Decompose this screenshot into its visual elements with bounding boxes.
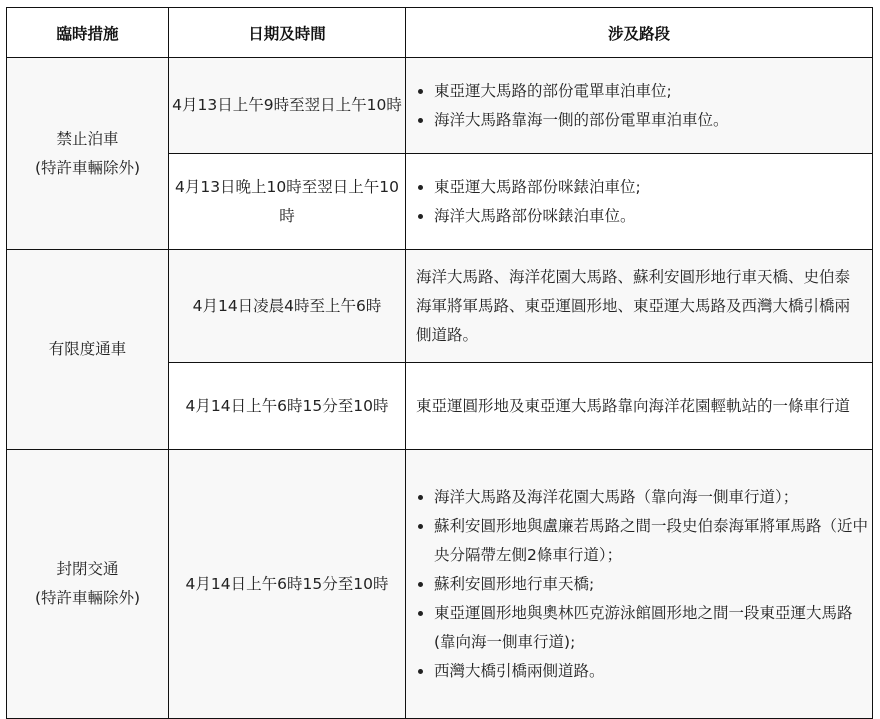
table-row xyxy=(7,250,873,363)
list-item: • 海洋大馬路部份咪錶泊車位。 xyxy=(434,202,872,231)
time-cell: 4月13日晚上10時至翌日上午10時 xyxy=(169,154,406,250)
measure-label: 有限度通車 xyxy=(48,340,127,358)
table-row xyxy=(7,450,873,719)
header-date-time: 日期及時間 xyxy=(169,8,406,58)
roads-cell xyxy=(406,450,873,719)
roads-list xyxy=(406,173,872,231)
list-item: • 海洋大馬路靠海一側的部份電單車泊車位。 xyxy=(434,106,872,135)
roads-cell xyxy=(406,58,873,154)
list-item: • 西灣大橋引橋兩側道路。 xyxy=(434,657,872,686)
roads-cell: 東亞運圓形地及東亞運大馬路靠向海洋花園輕軌站的一條車行道 xyxy=(406,363,873,450)
list-item: • 海洋大馬路及海洋花園大馬路（靠向海一側車行道）； xyxy=(434,483,872,512)
roads-cell: 海洋大馬路、海洋花園大馬路、蘇利安圓形地行車天橋、史伯泰海軍將軍馬路、東亞運圓形地、東亞運大馬路及西灣大橋引橋兩側道路。 xyxy=(406,250,873,363)
measure-cell-no-parking xyxy=(7,58,169,250)
time-cell: 4月14日上午6時15分至10時 xyxy=(169,363,406,450)
roads-list xyxy=(406,77,872,135)
measure-cell-road-closure xyxy=(7,450,169,719)
time-cell: 4月14日凌晨4時至上午6時 xyxy=(169,250,406,363)
header-measure: 臨時措施 xyxy=(7,8,169,58)
header-road-sections: 涉及路段 xyxy=(406,8,873,58)
measure-label: 封閉交通 xyxy=(56,560,119,578)
time-cell: 4月13日上午9時至翌日上午10時 xyxy=(169,58,406,154)
time-cell: 4月14日上午6時15分至10時 xyxy=(169,450,406,719)
list-item: • 蘇利安圓形地行車天橋; xyxy=(434,570,872,599)
measure-note: (特許車輛除外) xyxy=(34,158,141,177)
list-item: • 東亞運圓形地與奧林匹克游泳館圓形地之間一段東亞運大馬路(靠向海一側車行道); xyxy=(434,599,872,657)
list-item: • 蘇利安圓形地與盧廉若馬路之間一段史伯泰海軍將軍馬路（近中央分隔帶左側2條車行道）； xyxy=(434,512,872,570)
list-item: • 東亞運大馬路的部份電單車泊車位; xyxy=(434,77,872,106)
list-item: • 東亞運大馬路部份咪錶泊車位; xyxy=(434,173,872,202)
roads-cell xyxy=(406,154,873,250)
measure-note: (特許車輛除外) xyxy=(34,589,141,607)
measure-label: 禁止泊車 xyxy=(56,129,119,148)
roads-list xyxy=(406,483,872,686)
traffic-measures-table xyxy=(6,7,873,719)
measure-cell-limited-traffic xyxy=(7,250,169,450)
table-row xyxy=(7,58,873,154)
table-header-row xyxy=(7,8,873,58)
